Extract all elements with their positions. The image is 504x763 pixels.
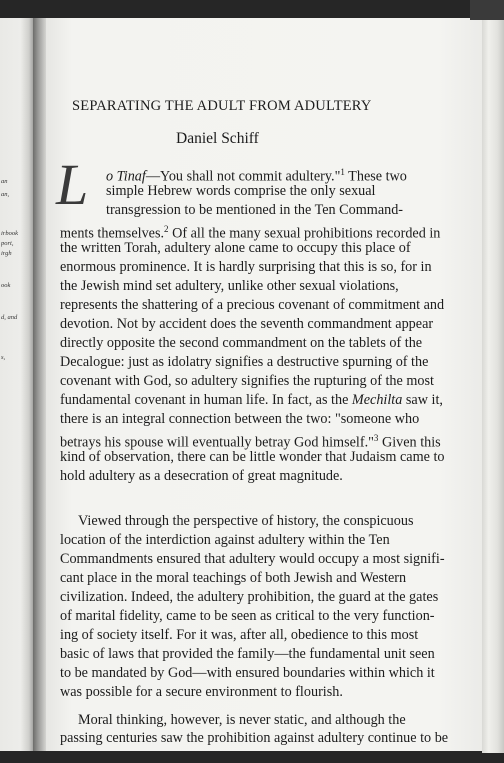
- text-line: was possible for a secure environment to flourish.: [60, 684, 343, 700]
- text-line: o Tinaf—You shall not commit adultery."$^1$ These two: [106, 167, 407, 185]
- text-line: Commandments ensured that adultery would occupy a most signifi-: [60, 551, 445, 567]
- text-line: to be mandated by God—with ensured boundaries within which it: [60, 665, 435, 681]
- page-stack-edge: [482, 14, 504, 753]
- text-line: of marital fidelity, came to be seen as critical to the very function-: [60, 608, 435, 624]
- footnote-ref: 1: [340, 167, 345, 177]
- facing-page-fragment: irgh: [1, 250, 12, 257]
- text-line: basic of laws that provided the family—the fundamental unit seen: [60, 646, 435, 662]
- article-title: SEPARATING THE ADULT FROM ADULTERY: [72, 98, 372, 114]
- text-line: Viewed through the perspective of history, the conspicuous: [78, 513, 414, 529]
- text-line: fundamental covenant in human life. In fact, as the Mechilta saw it,: [60, 392, 443, 408]
- text-line: transgression to be mentioned in the Ten Command-: [106, 202, 404, 218]
- facing-page-fragment: ook: [1, 282, 11, 289]
- facing-page-fragment: d, and: [1, 314, 18, 321]
- text-line: there is an integral connection between the two: "someone who: [60, 411, 420, 427]
- text-line: kind of observation, there can be little wonder that Judaism came to: [60, 449, 445, 465]
- text-line: enormous prominence. It is hardly surprising that this is so, for in: [60, 259, 432, 275]
- facing-page-fragment: an: [1, 178, 8, 185]
- facing-page-edge: [0, 18, 34, 751]
- text-line: represents the shattering of a precious covenant of commitment and: [60, 297, 445, 313]
- footnote-ref: 2: [164, 224, 169, 234]
- text-line: betrays his spouse will eventually betray God himself."$^3$ Given this: [60, 433, 441, 451]
- facing-page-fragment: an,: [1, 191, 10, 198]
- hebrew-term: o Tinaf: [106, 168, 146, 185]
- text-line: ing of society itself. For it was, after all, obedience to this most: [60, 627, 419, 643]
- text-line: location of the interdiction against adultery within the Ten: [60, 532, 390, 548]
- text-line: covenant with God, so adultery signifies the rupturing of the most: [60, 373, 434, 389]
- text-line: Moral thinking, however, is never static, and although the: [78, 712, 406, 728]
- text-line: directly opposite the second commandment on the tablets of the: [60, 335, 423, 351]
- text-line: ments themselves.$^2$ Of all the many sexual prohibitions recorded in: [60, 224, 441, 242]
- text-line: the Jewish mind set adultery, unlike other sexual violations,: [60, 278, 399, 294]
- text-line: Decalogue: just as idolatry signifies a destructive spurning of the: [60, 354, 429, 370]
- footnote-ref: 3: [373, 433, 379, 443]
- facing-page-fragment: port,: [1, 240, 14, 247]
- work-title: Mechilta: [351, 392, 403, 408]
- book-gutter: [33, 18, 47, 751]
- text-line: passing centuries saw the prohibition against adultery continue to be: [60, 730, 449, 746]
- text-line: civilization. Indeed, the adultery prohibition, the guard at the gates: [60, 589, 439, 605]
- background-corner: [470, 0, 504, 20]
- text-line: cant place in the moral teachings of both Jewish and Western: [60, 570, 407, 586]
- drop-cap: L: [56, 152, 89, 217]
- text-line: hold adultery as a desecration of great magnitude.: [60, 468, 343, 484]
- text-line: simple Hebrew words comprise the only sexual: [106, 183, 376, 199]
- facing-page-fragment: irbook: [1, 230, 18, 237]
- text-line: the written Torah, adultery alone came to occupy this place of: [60, 240, 411, 256]
- facing-page-fragment: s,: [1, 354, 6, 361]
- text-line: devotion. Not by accident does the seventh commandment appear: [60, 316, 434, 332]
- article-author: Daniel Schiff: [176, 130, 259, 147]
